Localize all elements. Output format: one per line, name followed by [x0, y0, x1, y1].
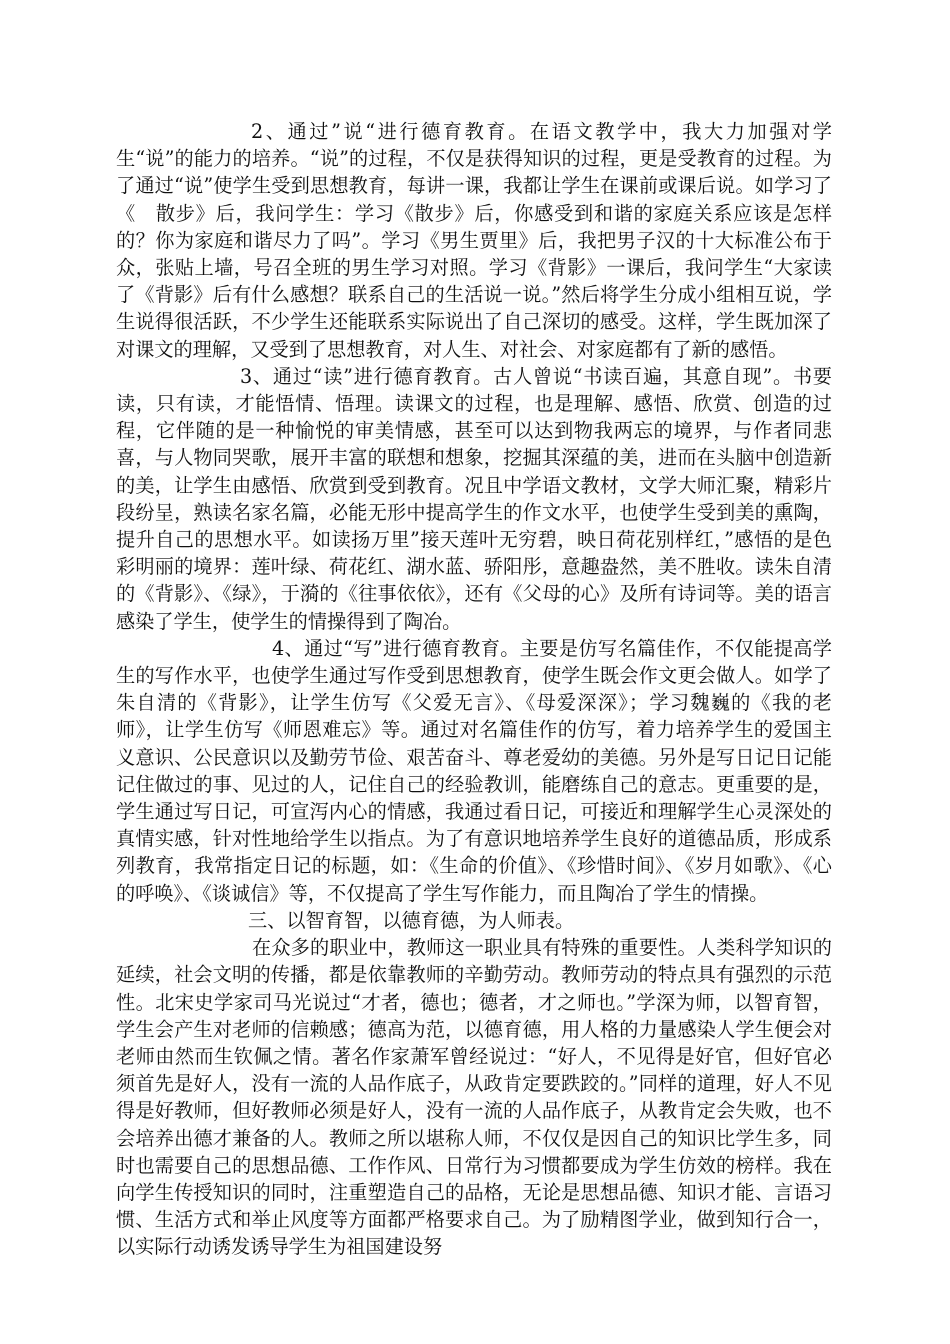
paragraph-speaking-education: 2、通过”说“进行德育教育。在语文教学中，我大力加强对学生“说”的能力的培养。“说”的过程，不仅是获得知识的过程，更是受教育的过程。为了通过“说”使学生受到思想教育，每讲一课，我都让学生在课前或课后说。如学习了《 散步》后，我问学生：学习《散步》后，你感受到和谐的家庭关系应该是怎样的？你为家庭和谐尽力了吗”。学习《男生贾里》后，我把男子汉的十大标准公布于众，张贴上墙，号召全班的男生学习对照。学习《背影》一课后，我问学生“大家读了《背影》后有什么感想？联系自己的生活说一说。”然后将学生分成小组相互说，学生说得很活跃，不少学生还能联系实际说出了自己深切的感受。这样，学生既加深了对课文的理解，又受到了思想教育，对人生、对社会、对家庭都有了新的感悟。 — [116, 120, 832, 361]
section-heading: 三、以智育智，以德育德，为人师表。 — [248, 908, 575, 932]
paragraph-writing-education: 4、通过“写”进行德育教育。主要是仿写名篇佳作，不仅能提高学生的写作水平，也使学生通过写作受到思想教育，使学生既会作文更会做人。如学了朱自清的《背影》，让学生仿写《父爱无言》、《母爱深深》；学习魏巍的《我的老师》，让学生仿写《师恩难忘》等。通过对名篇佳作的仿写，着力培养学生的爱国主义意识、公民意识以及勤劳节俭、艰苦奋斗、尊老爱幼的美德。另外是写日记日记能记住做过的事、见过的人，记住自己的经验教训，能磨练自己的意志。更重要的是，学生通过写日记，可宣泻内心的情感，我通过看日记，可接近和理解学生心灵深处的真情实感，针对性地给学生以指点。为了有意识地培养学生良好的道德品质，形成系列教育，我常指定日记的标题，如：《生命的价值》、《珍惜时间》、《岁月如歌》、《心的呼唤》、《谈诚信》等，不仅提高了学生写作能力，而且陶冶了学生的情操。 — [116, 636, 832, 905]
document-body — [116, 118, 832, 1261]
paragraph-teacher-role-model: 在众多的职业中，教师这一职业具有特殊的重要性。人类科学知识的延续，社会文明的传播，都是依靠教师的辛勤劳动。教师劳动的特点具有强烈的示范性。北宋史学家司马光说过“才者，德也；德者，才之师也。”学深为师，以智育智，学生会产生对老师的信赖感；德高为范，以德育德，用人格的力量感染人学生便会对老师由然而生钦佩之情。著名作家萧军曾经说过：“好人，不见得是好官，但好官必须首先是好人，没有一流的人品作底子，从政肯定要跌跤的。”同样的道理，好人不见得是好教师，但好教师必须是好人，没有一流的人品作底子，从教肯定会失败，也不会培养出德才兼备的人。教师之所以堪称人师，不仅仅是因自己的知识比学生多，同时也需要自己的思想品德、工作作风、日常行为习惯都要成为学生仿效的榜样。我在向学生传授知识的同时，注重塑造自己的品格，无论是思想品德、知识才能、言语习惯、生活方式和举止风度等方面都严格要求自己。为了励精图学业，做到知行合一，以实际行动诱发诱导学生为祖国建设努 — [116, 936, 832, 1259]
paragraph-reading-education: 3、通过“读”进行德育教育。古人曾说“书读百遍，其意自现”。书要读，只有读，才能悟情、悟理。读课文的过程，也是理解、感悟、欣赏、创造的过程，它伴随的是一种愉悦的审美情感，甚至可以达到物我两忘的境界，与作者同悲喜，与人物同哭歌，展开丰富的联想和想象，挖掘其深蕴的美，进而在头脑中创造新的美，让学生由感悟、欣赏到受到教育。况且中学语文教材，文学大师汇聚，精彩片段纷呈，熟读名家名篇，必能无形中提高学生的作文水平，也使学生受到美的熏陶，提升自己的思想水平。如读扬万里”接天莲叶无穷碧，映日荷花别样红，”感悟的是色彩明丽的境界：莲叶绿、荷花红、湖水蓝、骄阳彤，意趣盎然，美不胜收。读朱自清的《背影》、《绿》，于漪的《往事依依》，还有《父母的心》及所有诗词等。美的语言感染了学生，使学生的情操得到了陶冶。 — [116, 364, 832, 633]
